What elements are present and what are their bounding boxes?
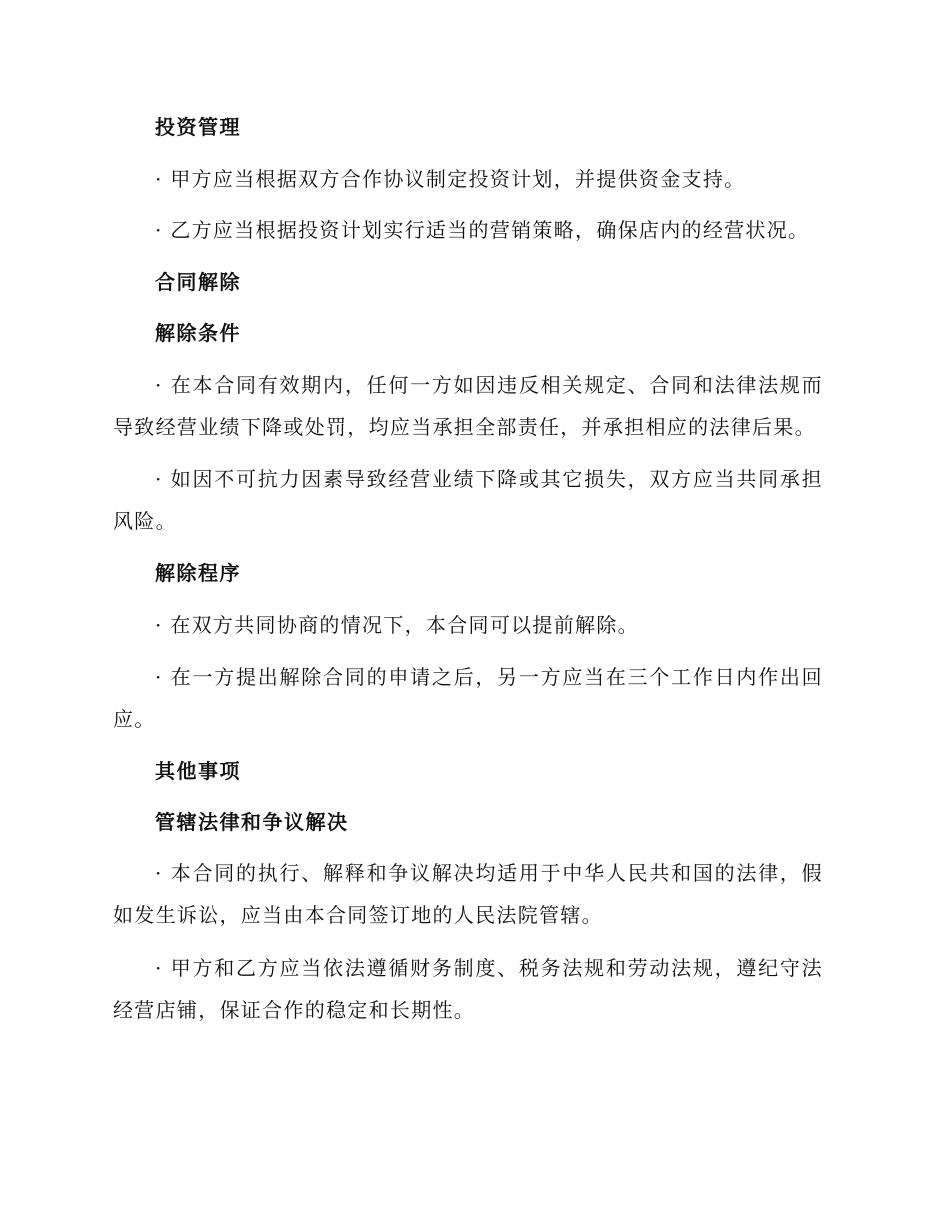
paragraph-investment-2: · 乙方应当根据投资计划实行适当的营销策略，确保店内的经营状况。	[155, 218, 810, 242]
paragraph-investment-1: · 甲方应当根据双方合作协议制定投资计划，并提供资金支持。	[155, 167, 746, 191]
paragraph-procedure-1: · 在双方共同协商的情况下，本合同可以提前解除。	[155, 613, 639, 637]
paragraph-jurisdiction-1: · 本合同的执行、解释和争议解决均适用于中华人民共和国的法律，假如发生诉讼，应当由本合同签订地的人民法院管辖。	[113, 861, 823, 927]
heading-jurisdiction: 管辖法律和争议解决	[155, 810, 349, 834]
heading-investment-management: 投资管理	[155, 115, 241, 139]
heading-other-matters: 其他事项	[155, 759, 241, 783]
paragraph-jurisdiction-2: · 甲方和乙方应当依法遵循财务制度、税务法规和劳动法规，遵纪守法经营店铺，保证合作的稳定和长期性。	[113, 956, 823, 1022]
paragraph-conditions-1: · 在本合同有效期内，任何一方如因违反相关规定、合同和法律法规而导致经营业绩下降或处罚，均应当承担全部责任，并承担相应的法律后果。	[113, 373, 823, 439]
paragraph-conditions-2: · 如因不可抗力因素导致经营业绩下降或其它损失，双方应当共同承担风险。	[113, 467, 823, 533]
heading-termination-procedure: 解除程序	[155, 561, 241, 585]
heading-contract-termination: 合同解除	[155, 270, 241, 294]
paragraph-procedure-2: · 在一方提出解除合同的申请之后，另一方应当在三个工作日内作出回应。	[113, 665, 823, 731]
heading-termination-conditions: 解除条件	[155, 321, 241, 345]
